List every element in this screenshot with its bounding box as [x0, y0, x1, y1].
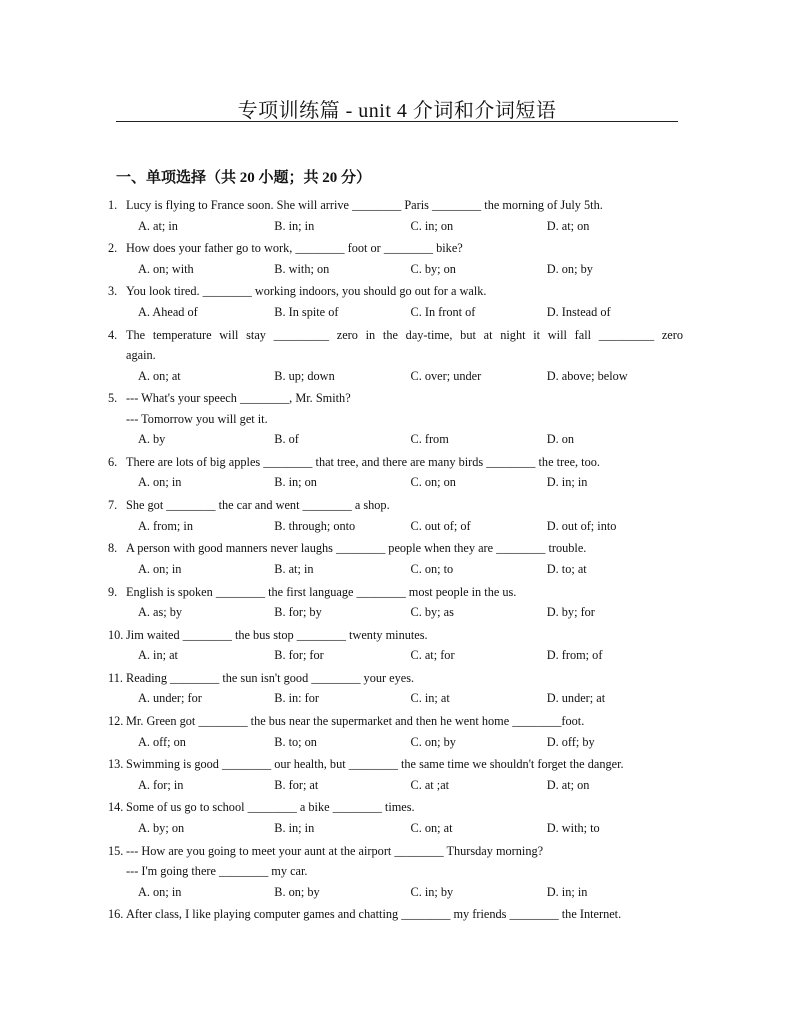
question-text: Mr. Green got ________ the bus near the supermarket and then he went home ________foot. — [126, 714, 585, 729]
answer-options — [108, 429, 683, 450]
question-stem — [108, 754, 683, 775]
answer-option: A. on; with — [138, 261, 194, 276]
question-item — [108, 538, 683, 579]
question-item — [108, 904, 683, 925]
answer-option: C. at; for — [410, 648, 455, 663]
question-item — [108, 582, 683, 623]
question-dialog-line: --- I'm going there ________ my car. — [126, 864, 308, 879]
answer-option: B. for; by — [274, 605, 322, 619]
question-stem — [108, 538, 683, 559]
title-underline — [116, 121, 678, 122]
answer-option: C. on; on — [410, 475, 456, 490]
question-item — [108, 195, 683, 236]
question-item — [108, 841, 683, 903]
question-text-continuation: again. — [126, 348, 156, 363]
question-stem — [108, 388, 683, 409]
document-title: 专项训练篇 - unit 4 介词和介词短语 — [237, 100, 557, 122]
question-item — [108, 625, 683, 666]
answer-option: A. Ahead of — [138, 304, 198, 319]
answer-options — [108, 602, 683, 623]
answer-options — [108, 472, 683, 493]
answer-option: C. on; by — [410, 734, 456, 749]
answer-option: A. by — [138, 432, 166, 447]
question-number: 3. — [108, 284, 118, 299]
question-item — [108, 495, 683, 536]
answer-option: B. in; in — [274, 218, 315, 233]
answer-option: C. by; as — [410, 605, 454, 619]
answer-option: B. of — [274, 432, 299, 447]
question-stem — [108, 904, 683, 925]
question-item — [108, 388, 683, 450]
answer-option: D. in; in — [546, 884, 588, 899]
answer-option: B. in; on — [274, 475, 317, 490]
question-item — [108, 711, 683, 752]
question-number: 11. — [108, 670, 123, 685]
answer-option: A. under; for — [138, 691, 202, 706]
answer-option: D. out of; into — [546, 518, 617, 533]
question-number: 9. — [108, 584, 118, 599]
answer-option: A. at; in — [138, 218, 178, 233]
answer-option: C. on; to — [410, 561, 454, 576]
answer-option: D. off; by — [546, 734, 595, 749]
answer-option: D. on; by — [546, 261, 593, 276]
question-stem — [108, 797, 683, 818]
answer-option: A. as; by — [138, 605, 183, 619]
answer-option: D. to; at — [546, 561, 587, 576]
question-text: Jim waited ________ the bus stop ________ twenty minutes. — [126, 627, 428, 642]
question-number: 4. — [108, 327, 118, 342]
question-text: --- What's your speech ________, Mr. Smith? — [126, 391, 351, 406]
answer-option: C. by; on — [410, 261, 456, 276]
question-stem — [108, 495, 683, 516]
answer-option: B. up; down — [274, 368, 335, 383]
question-stem — [108, 841, 683, 862]
answer-option: C. over; under — [410, 368, 482, 383]
answer-option: C. out of; of — [410, 518, 471, 533]
question-list — [108, 195, 683, 927]
question-text: How does your father go to work, ________ foot or ________ bike? — [126, 241, 463, 256]
answer-option: D. in; in — [546, 475, 588, 490]
question-number: 7. — [108, 498, 118, 513]
question-stem — [108, 711, 683, 732]
answer-option: D. on — [546, 432, 575, 447]
answer-option: D. by; for — [546, 605, 595, 619]
answer-options — [108, 882, 683, 903]
answer-option: B. for; for — [274, 648, 324, 663]
answer-option: D. with; to — [546, 820, 600, 835]
answer-option: B. at; in — [274, 561, 314, 576]
question-item — [108, 238, 683, 279]
question-text: --- How are you going to meet your aunt at the airport ________ Thursday morning? — [126, 843, 544, 858]
answer-option: C. at ;at — [410, 777, 450, 792]
question-text: Lucy is flying to France soon. She will arrive ________ Paris ________ the morning of July 5th. — [126, 198, 603, 212]
question-number: 5. — [108, 391, 118, 406]
answer-option: A. by; on — [138, 820, 185, 835]
question-number: 8. — [108, 541, 118, 556]
question-stem — [108, 195, 683, 216]
answer-option: C. in; on — [410, 218, 454, 233]
answer-option: C. in; at — [410, 691, 450, 706]
question-number: 14. — [108, 800, 124, 815]
answer-option: A. on; in — [138, 475, 182, 490]
answer-options — [108, 516, 683, 537]
question-item — [108, 452, 683, 493]
answer-option: A. for; in — [138, 777, 184, 792]
answer-options — [108, 559, 683, 580]
answer-option: B. in: for — [274, 691, 319, 706]
question-text: You look tired. ________ working indoors, you should go out for a walk. — [126, 284, 487, 299]
answer-options — [108, 366, 683, 387]
answer-option: C. in; by — [410, 884, 454, 899]
question-stem — [108, 668, 683, 689]
question-number: 10. — [108, 627, 124, 642]
answer-option: A. on; at — [138, 368, 181, 383]
question-number: 12. — [108, 714, 124, 729]
question-item — [108, 797, 683, 838]
question-stem — [108, 325, 683, 346]
answer-option: A. from; in — [138, 518, 193, 533]
answer-option: D. under; at — [546, 691, 606, 706]
question-text: Some of us go to school ________ a bike ________ times. — [126, 800, 415, 815]
question-stem — [108, 238, 683, 259]
question-number: 13. — [108, 757, 124, 772]
question-item — [108, 668, 683, 709]
question-stem — [108, 281, 683, 302]
question-text: Reading ________ the sun isn't good ________ your eyes. — [126, 670, 415, 685]
answer-option: B. on; by — [274, 884, 320, 899]
answer-option: B. in; in — [274, 820, 315, 835]
question-text: There are lots of big apples ________ that tree, and there are many birds ________ the tree, too. — [126, 454, 600, 469]
answer-option: D. at; on — [546, 218, 590, 233]
answer-option: C. In front of — [410, 304, 476, 319]
question-text: English is spoken ________ the first language ________ most people in the us. — [126, 584, 517, 599]
answer-options — [108, 216, 683, 237]
answer-options — [108, 259, 683, 280]
question-stem — [108, 452, 683, 473]
question-item — [108, 281, 683, 322]
answer-option: C. on; at — [410, 820, 453, 835]
question-text: The temperature will stay _________ zero in the day-time, but at night it will fall _________ zero — [126, 327, 683, 342]
question-number: 6. — [108, 454, 118, 469]
answer-option: B. for; at — [274, 777, 319, 792]
answer-option: D. above; below — [546, 368, 628, 383]
question-item — [108, 754, 683, 795]
question-number: 1. — [108, 198, 118, 212]
answer-options — [108, 732, 683, 753]
answer-option: B. In spite of — [274, 304, 339, 319]
answer-option: A. off; on — [138, 734, 186, 749]
question-number: 2. — [108, 241, 118, 256]
question-text: A person with good manners never laughs ________ people when they are ________ trouble. — [126, 541, 587, 556]
answer-option: A. in; at — [138, 648, 178, 663]
question-number: 15. — [108, 843, 124, 858]
answer-option: B. through; onto — [274, 518, 356, 533]
question-item — [108, 325, 683, 387]
answer-option: D. at; on — [546, 777, 590, 792]
question-dialog-line: --- Tomorrow you will get it. — [126, 411, 268, 426]
question-text: After class, I like playing computer games and chatting ________ my friends ________ the Internet. — [126, 907, 622, 922]
question-text: She got ________ the car and went ________ a shop. — [126, 498, 390, 513]
answer-option: B. to; on — [274, 734, 317, 749]
answer-option: A. on; in — [138, 884, 182, 899]
answer-option: D. from; of — [546, 648, 603, 663]
answer-option: A. on; in — [138, 561, 182, 576]
question-stem — [108, 582, 683, 603]
answer-option: C. from — [410, 432, 449, 447]
section-heading: 一、单项选择（共 20 小题；共 20 分） — [116, 170, 372, 186]
answer-option: D. Instead of — [546, 304, 611, 319]
answer-options — [108, 775, 683, 796]
question-stem — [108, 625, 683, 646]
answer-options — [108, 645, 683, 666]
question-text: Swimming is good ________ our health, but ________ the same time we shouldn't forget the danger. — [126, 757, 624, 772]
answer-options — [108, 688, 683, 709]
answer-options — [108, 302, 683, 323]
question-number: 16. — [108, 907, 124, 922]
answer-options — [108, 818, 683, 839]
answer-option: B. with; on — [274, 261, 330, 276]
